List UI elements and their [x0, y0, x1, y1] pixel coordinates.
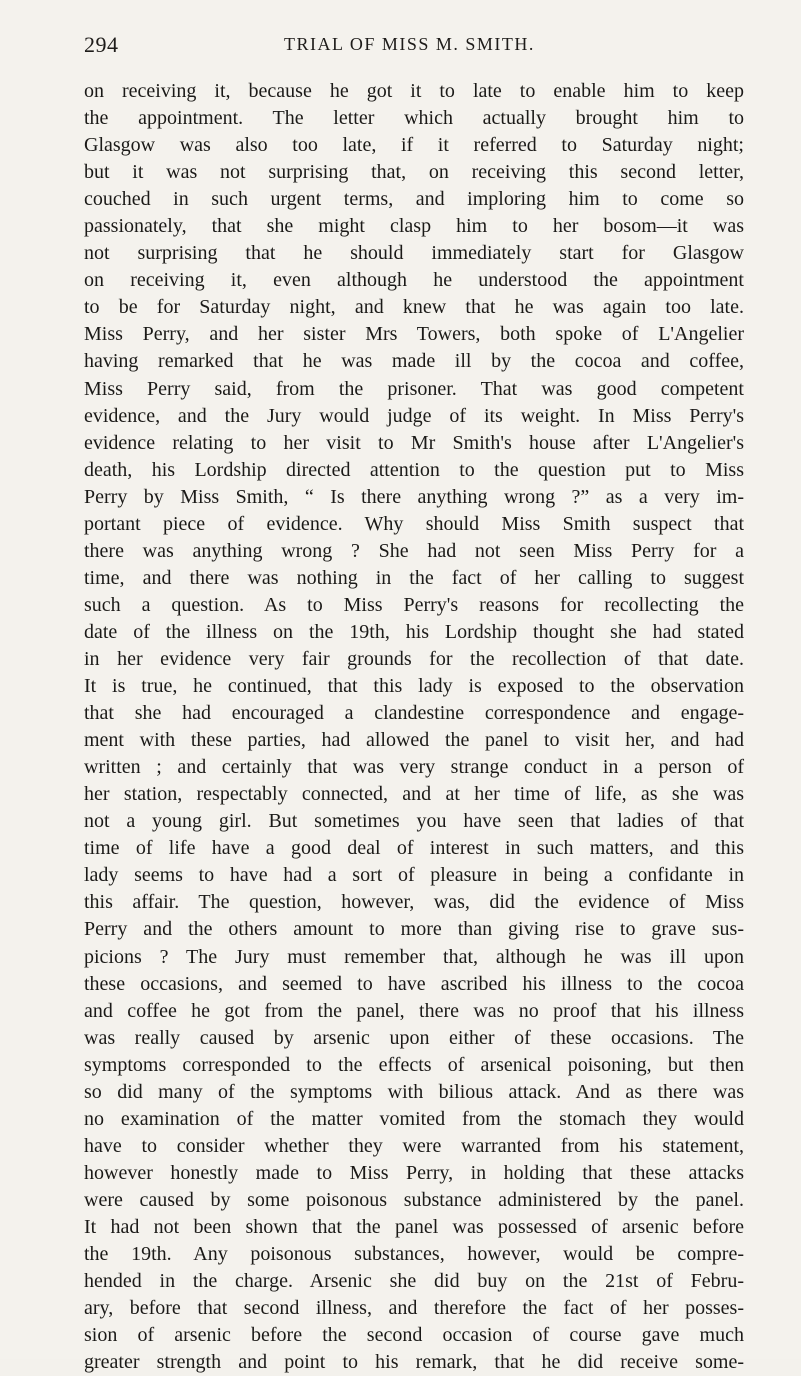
text-line: passionately, that she might clasp him to her bosom—it was — [84, 215, 744, 238]
text-line: the appointment. The letter which actually brought him to — [84, 107, 744, 130]
page-number: 294 — [84, 32, 119, 57]
text-line: on receiving it, because he got it to late to enable him to keep — [84, 80, 744, 102]
text-line: and coffee he got from the panel, there was no proof that his illness — [84, 999, 744, 1022]
text-line: but it was not surprising that, on receiving this second letter, — [84, 161, 744, 184]
text-line: time, and there was nothing in the fact of her calling to suggest — [84, 566, 744, 589]
text-line: having remarked that he was made ill by the cocoa and coffee, — [84, 350, 744, 373]
text-line: have to consider whether they were warranted from his statement, — [84, 1134, 744, 1157]
text-line: written ; and certainly that was very strange conduct in a person of — [84, 756, 744, 779]
text-line: sion of arsenic before the second occasion of course gave much — [84, 1324, 744, 1347]
text-line: hended in the charge. Arsenic she did buy on the 21st of Febru- — [84, 1270, 744, 1293]
text-line: Miss Perry said, from the prisoner. That was good competent — [84, 377, 744, 400]
body-text — [84, 78, 744, 1376]
text-line: were caused by some poisonous substance administered by the panel. — [84, 1188, 744, 1211]
text-line: evidence, and the Jury would judge of its weight. In Miss Perry's — [84, 404, 744, 427]
text-line: these occasions, and seemed to have ascribed his illness to the cocoa — [84, 972, 744, 995]
text-line: on receiving it, even although he understood the appointment — [84, 269, 744, 292]
text-line: not surprising that he should immediately start for Glasgow — [84, 242, 744, 265]
text-line: Glasgow was also too late, if it referred to Saturday night; — [84, 134, 744, 157]
text-line: couched in such urgent terms, and imploring him to come so — [84, 188, 744, 211]
text-line: Miss Perry, and her sister Mrs Towers, both spoke of L'Angelier — [84, 323, 744, 346]
text-line: her station, respectably connected, and at her time of life, as she was — [84, 783, 744, 806]
text-line: It is true, he continued, that this lady is exposed to the observation — [84, 675, 744, 698]
text-line: was really caused by arsenic upon either of these occasions. The — [84, 1026, 744, 1049]
text-line: portant piece of evidence. Why should Miss Smith suspect that — [84, 512, 744, 535]
text-line: in her evidence very fair grounds for the recollection of that date. — [84, 647, 744, 670]
text-line: however honestly made to Miss Perry, in holding that these attacks — [84, 1161, 744, 1184]
text-line: date of the illness on the 19th, his Lordship thought she had stated — [84, 620, 744, 643]
text-line: this affair. The question, however, was, did the evidence of Miss — [84, 891, 744, 914]
text-line: Perry by Miss Smith, “ Is there anything wrong ?” as a very im- — [84, 485, 744, 508]
text-line: to be for Saturday night, and knew that he was again too late. — [84, 296, 744, 319]
text-line: evidence relating to her visit to Mr Smith's house after L'Angelier's — [84, 431, 744, 454]
text-line: ment with these parties, had allowed the panel to visit her, and had — [84, 729, 744, 752]
text-line: time of life have a good deal of interest in such matters, and this — [84, 837, 744, 860]
text-line: such a question. As to Miss Perry's reasons for recollecting the — [84, 593, 744, 616]
text-line: picions ? The Jury must remember that, although he was ill upon — [84, 945, 744, 968]
text-line: greater strength and point to his remark, that he did receive some- — [84, 1351, 744, 1374]
text-line: there was anything wrong ? She had not seen Miss Perry for a — [84, 539, 744, 562]
text-line: so did many of the symptoms with bilious attack. And as there was — [84, 1080, 744, 1103]
text-line: no examination of the matter vomited from the stomach they would — [84, 1107, 744, 1130]
text-line: It had not been shown that the panel was possessed of arsenic before — [84, 1215, 744, 1238]
running-head: TRIAL OF MISS M. SMITH. — [284, 34, 535, 54]
text-line: lady seems to have had a sort of pleasure in being a confidante in — [84, 864, 744, 887]
text-line: that she had encouraged a clandestine correspondence and engage- — [84, 702, 744, 725]
text-line: the 19th. Any poisonous substances, however, would be compre- — [84, 1243, 744, 1266]
text-line: death, his Lordship directed attention to the question put to Miss — [84, 458, 744, 481]
text-line: symptoms corresponded to the effects of arsenical poisoning, but then — [84, 1053, 744, 1076]
text-line: Perry and the others amount to more than giving rise to grave sus- — [84, 918, 744, 941]
text-line: ary, before that second illness, and therefore the fact of her posses- — [84, 1297, 744, 1320]
page-header — [84, 32, 744, 60]
text-line: not a young girl. But sometimes you have seen that ladies of that — [84, 810, 744, 833]
